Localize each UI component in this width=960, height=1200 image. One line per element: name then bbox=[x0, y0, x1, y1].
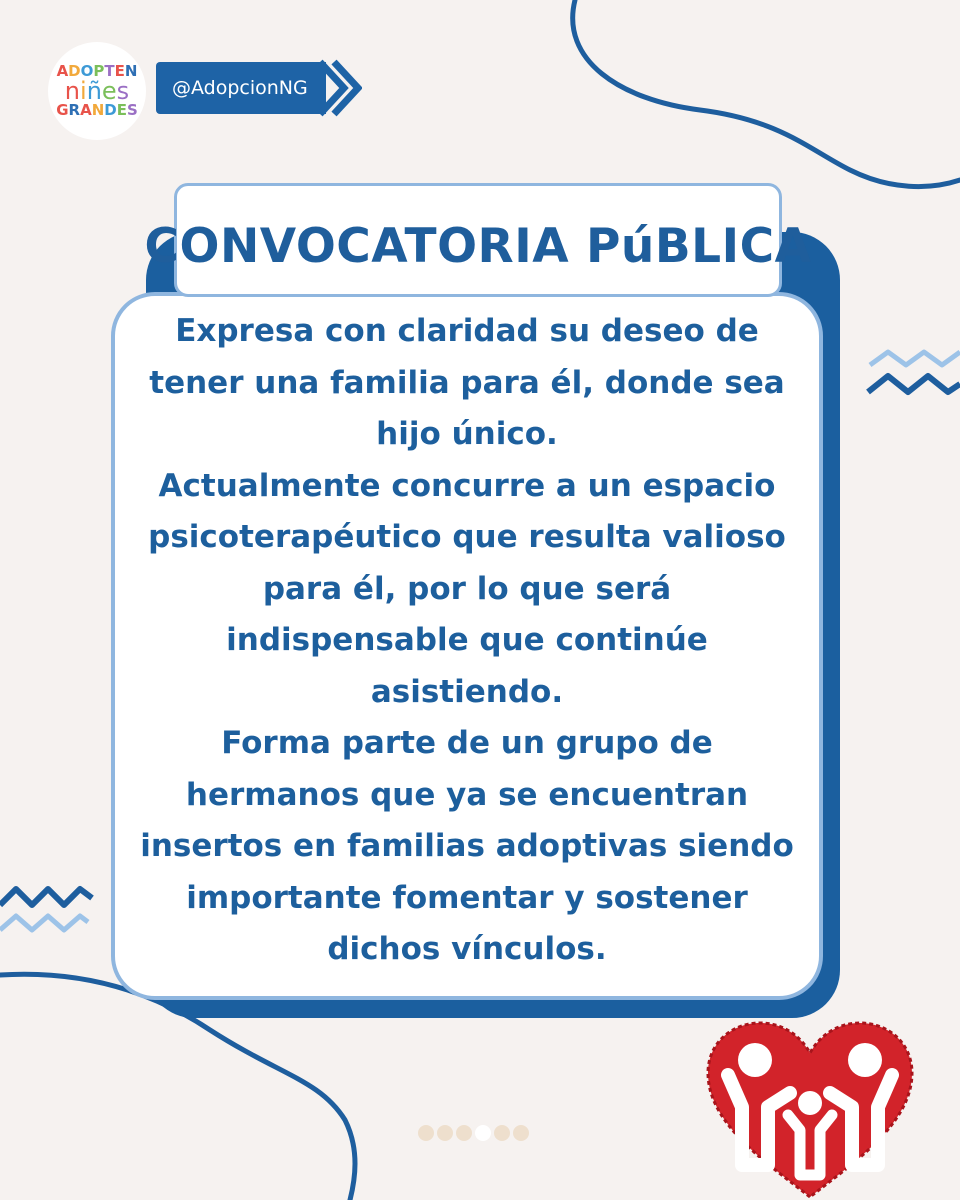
carousel-pagination[interactable] bbox=[418, 1125, 529, 1141]
pagination-dot[interactable] bbox=[418, 1125, 434, 1141]
logo-letter: i bbox=[80, 77, 87, 105]
logo-letter: e bbox=[101, 77, 117, 105]
logo-letter: T bbox=[104, 62, 115, 80]
paragraph-therapy: Actualmente concurre a un espacio psicoterapéutico que resulta valioso para él, por lo que será indispensable que continúe asistiendo. bbox=[148, 467, 786, 710]
zigzag-right-light bbox=[870, 352, 960, 365]
brand-logo bbox=[48, 42, 146, 140]
logo-letter: P bbox=[93, 62, 105, 80]
double-chevron-right-icon bbox=[318, 58, 362, 118]
title-banner bbox=[144, 183, 812, 297]
logo-letter: E bbox=[114, 62, 125, 80]
logo-letter: A bbox=[80, 101, 92, 119]
logo-letter: R bbox=[68, 101, 81, 119]
social-handle-text: @AdopcionNG bbox=[172, 77, 308, 99]
logo-letter: n bbox=[64, 77, 81, 105]
logo-letter: ñ bbox=[86, 77, 102, 105]
pagination-dot[interactable] bbox=[494, 1125, 510, 1141]
zigzag-left-light bbox=[0, 916, 88, 930]
logo-letter: S bbox=[126, 101, 138, 119]
logo-line-2 bbox=[65, 79, 129, 103]
pagination-dot[interactable] bbox=[437, 1125, 453, 1141]
logo-letter: O bbox=[80, 62, 94, 80]
logo-letter: D bbox=[68, 62, 81, 80]
paragraph-wish: Expresa con claridad su deseo de tener una familia para él, donde sea hijo único. bbox=[149, 313, 785, 453]
family-heart-icon bbox=[700, 1015, 920, 1200]
page-title: CONVOCATORIA PúBLICA bbox=[144, 218, 812, 274]
card-body bbox=[137, 306, 797, 976]
zigzag-right-dark bbox=[868, 376, 960, 392]
logo-letter: G bbox=[56, 101, 69, 119]
content-card bbox=[111, 292, 823, 1000]
pagination-dot[interactable] bbox=[513, 1125, 529, 1141]
top-right-wave bbox=[573, 0, 960, 187]
logo-letter: A bbox=[56, 62, 69, 80]
pagination-dot-active[interactable] bbox=[475, 1125, 491, 1141]
paragraph-siblings: Forma parte de un grupo de hermanos que ya se encuentran insertos en familias adoptivas siendo importante fomentar y sostener dichos vínculos. bbox=[140, 725, 794, 968]
pagination-dot[interactable] bbox=[456, 1125, 472, 1141]
logo-line-3 bbox=[56, 103, 138, 118]
logo-letter: D bbox=[104, 101, 117, 119]
logo-letter: E bbox=[116, 101, 127, 119]
logo-letter: N bbox=[91, 101, 105, 119]
social-handle[interactable] bbox=[156, 62, 326, 114]
logo-letter: s bbox=[116, 77, 130, 105]
zigzag-left-dark bbox=[0, 889, 92, 905]
logo-letter: N bbox=[124, 62, 138, 80]
